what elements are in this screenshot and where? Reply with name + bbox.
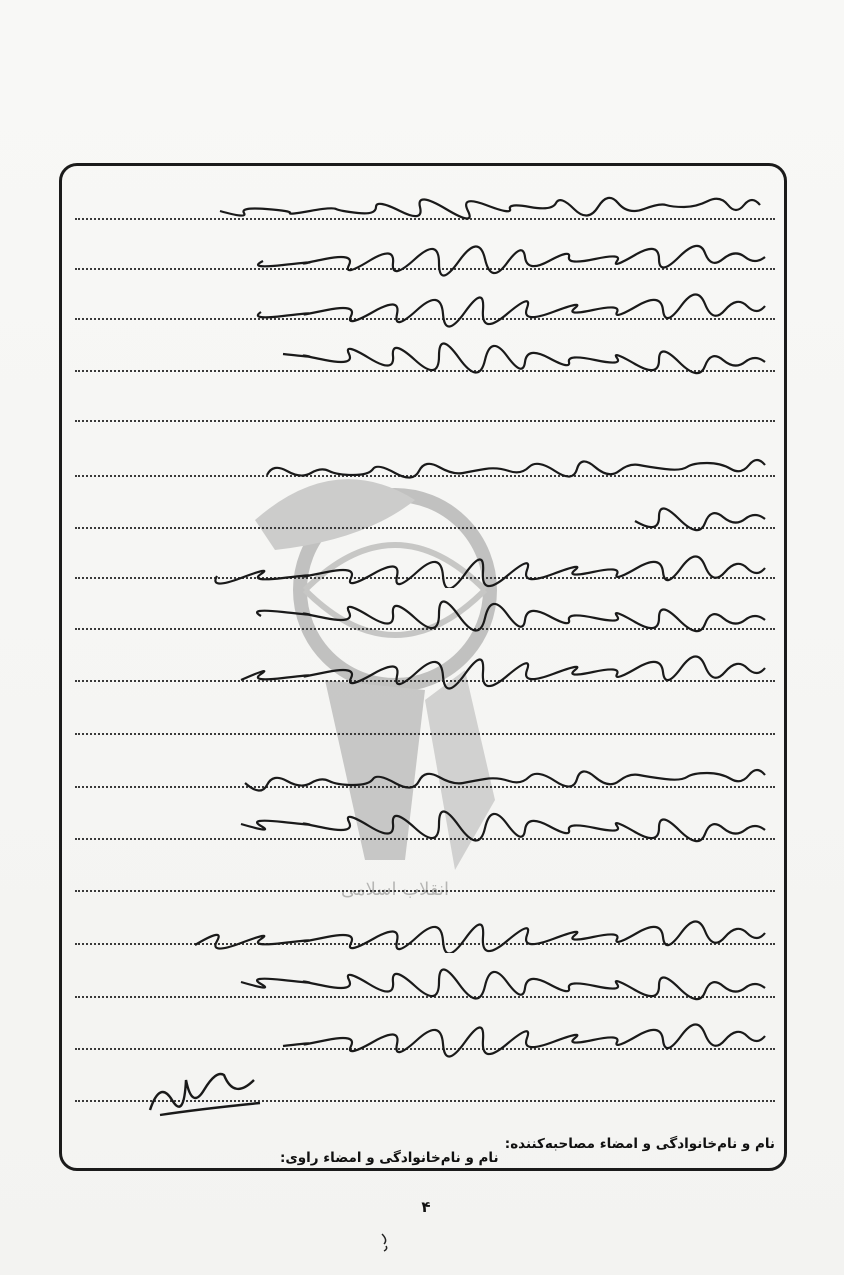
handwritten-line <box>85 340 775 380</box>
handwritten-line <box>85 755 775 795</box>
handwritten-line <box>85 445 775 485</box>
page-number: ۴ <box>421 1198 431 1216</box>
handwritten-line <box>85 497 775 537</box>
handwritten-line <box>85 1018 775 1058</box>
handwritten-line <box>85 598 775 638</box>
handwritten-line <box>85 237 775 277</box>
handwritten-line <box>85 288 775 328</box>
watermark-text: انقلاب اسلامی <box>341 879 449 900</box>
stray-pen-mark <box>378 1232 392 1252</box>
ruled-line <box>75 420 775 422</box>
ruled-line <box>75 890 775 892</box>
interviewer-signature-label: نام و نام‌خانوادگی و امضاء مصاحبه‌کننده: <box>504 1136 775 1152</box>
ruled-line <box>75 733 775 735</box>
narrator-signature-label: نام و نام‌خانوادگی و امضاء راوی: <box>280 1150 499 1166</box>
signature-footer <box>85 1136 775 1166</box>
handwritten-line <box>85 183 775 223</box>
handwritten-line <box>85 913 775 953</box>
narrator-signature <box>140 1065 270 1125</box>
handwritten-line <box>85 808 775 848</box>
handwritten-line <box>85 966 775 1006</box>
handwritten-line <box>85 650 775 690</box>
handwritten-line <box>85 548 775 588</box>
